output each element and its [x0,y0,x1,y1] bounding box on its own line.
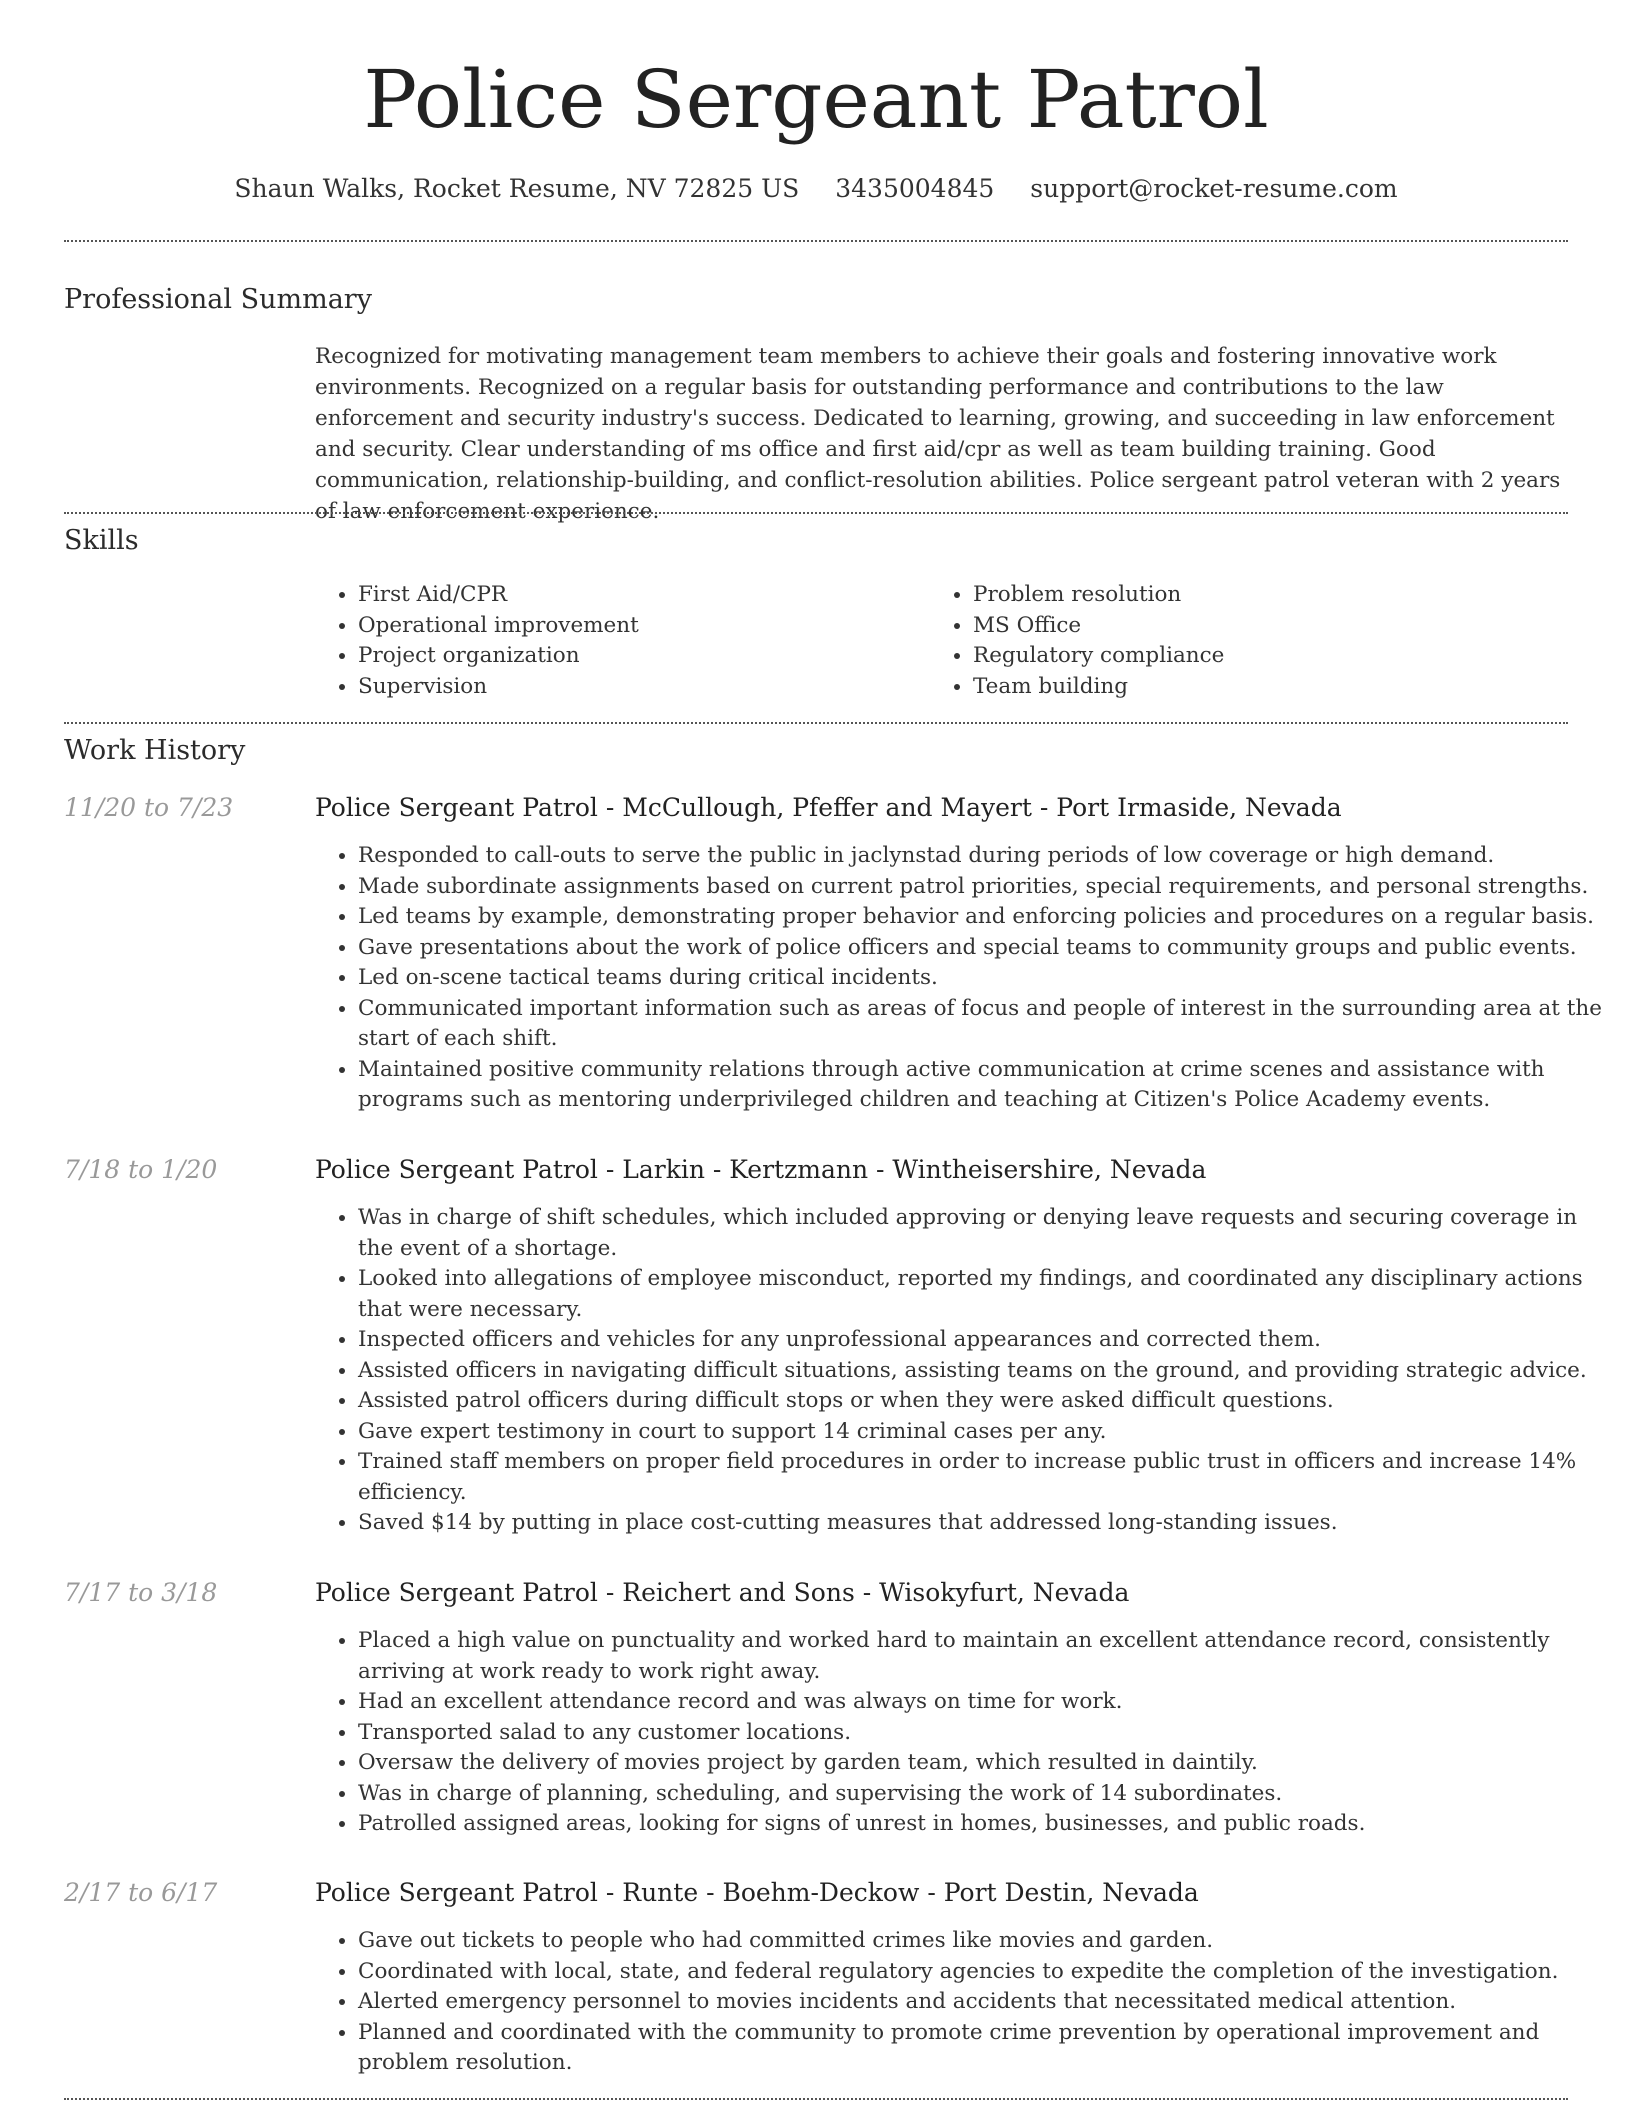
section-divider [64,512,1568,514]
job-date: 7/17 to 3/18 [64,1578,218,1607]
job-bullet: • Made subordinate assignments based on current patrol priorities, special requirements, and personal strengths. [358,872,1611,903]
job-bullet: • Assisted patrol officers during difficult stops or when they were asked difficult questions. [358,1386,1611,1417]
skill-item: • MS Office [973,611,1530,642]
section-divider [64,2098,1568,2100]
job-bullet: • Was in charge of shift schedules, which included approving or denying leave requests and securing coverage in the event of a shortage. [358,1203,1611,1264]
summary-section [315,341,1568,527]
summary-text: Recognized for motivating management team members to achieve their goals and fostering innovative work environments. Recognized on a regular basis for outstanding performance and contributions to the law enforcement and security industry's success. Dedicated to learning, growing, and succeeding in law enforcement and security. Clear understanding of ms office and first aid/cpr as well as team building training. Good communication, relationship-building, and conflict-resolution abilities. Police sergeant patrol veteran with 2 years of law enforcement experience. [315,344,1561,524]
summary-heading: Professional Summary [64,284,372,315]
skill-item: • Operational improvement [358,611,915,642]
job-bullet: • Maintained positive community relations through active communication at crime scenes and assistance with programs such as mentoring underprivileged children and teaching at Citizen's Police Academy events. [358,1055,1611,1116]
job-bullet: • Communicated important information such as areas of focus and people of interest in the surrounding area at the start of each shift. [358,994,1611,1055]
resume-name: Police Sergeant Patrol [363,53,1269,146]
job-bullet: • Had an excellent attendance record and was always on time for work. [358,1687,1611,1718]
skill-item: • Regulatory compliance [973,641,1530,672]
job-bullets [315,1926,1611,2079]
job-bullet: • Oversaw the delivery of movies project by garden team, which resulted in daintily. [358,1748,1611,1779]
job-date: 2/17 to 6/17 [64,1878,218,1907]
job-bullet: • Led on-scene tactical teams during critical incidents. [358,963,1611,994]
job-title: Police Sergeant Patrol - Reichert and Sons - Wisokyfurt, Nevada [315,1578,1130,1607]
contact-line [0,172,1632,206]
section-divider [64,722,1568,724]
job-bullet: • Was in charge of planning, scheduling, and supervising the work of 14 subordinates. [358,1779,1611,1810]
job-bullet: • Inspected officers and vehicles for any unprofessional appearances and corrected them. [358,1325,1611,1356]
job-bullet: • Alerted emergency personnel to movies incidents and accidents that necessitated medical attention. [358,1987,1611,2018]
job-title: Police Sergeant Patrol - Runte - Boehm-Deckow - Port Destin, Nevada [315,1878,1199,1907]
skill-item: • Supervision [358,672,915,703]
job-bullet: • Led teams by example, demonstrating proper behavior and enforcing policies and procedures on a regular basis. [358,902,1611,933]
job-bullet: • Transported salad to any customer locations. [358,1718,1611,1749]
job-date: 11/20 to 7/23 [64,793,234,822]
job-bullet: • Gave expert testimony in court to support 14 criminal cases per any. [358,1417,1611,1448]
skill-item: • First Aid/CPR [358,580,915,611]
job-title: Police Sergeant Patrol - McCullough, Pfeffer and Mayert - Port Irmaside, Nevada [315,793,1342,822]
work-history-heading: Work History [64,735,246,766]
contact-phone: 3435004845 [835,174,995,203]
job-bullets [315,1626,1611,1840]
job-date: 7/18 to 1/20 [64,1155,218,1184]
job-bullet: • Coordinated with local, state, and federal regulatory agencies to expedite the completion of the investigation. [358,1957,1611,1988]
skill-item: • Team building [973,672,1530,703]
job-title: Police Sergeant Patrol - Larkin - Kertzmann - Wintheisershire, Nevada [315,1155,1207,1184]
job-bullets [315,841,1611,1116]
job-bullet: • Gave out tickets to people who had committed crimes like movies and garden. [358,1926,1611,1957]
skills-column-right [930,580,1530,702]
job-bullet: • Saved $14 by putting in place cost-cutting measures that addressed long-standing issues. [358,1508,1611,1539]
skills-heading: Skills [64,525,139,556]
job-bullet: • Responded to call-outs to serve the public in jaclynstad during periods of low coverage or high demand. [358,841,1611,872]
job-bullet: • Gave presentations about the work of police officers and special teams to community groups and public events. [358,933,1611,964]
section-divider [64,240,1568,242]
skill-item: • Project organization [358,641,915,672]
job-bullets [315,1203,1611,1539]
contact-email: support@rocket-resume.com [1030,174,1398,203]
job-bullet: • Looked into allegations of employee misconduct, reported my findings, and coordinated any disciplinary actions that were necessary. [358,1264,1611,1325]
skills-column-left [315,580,915,702]
job-bullet: • Patrolled assigned areas, looking for signs of unrest in homes, businesses, and public roads. [358,1809,1611,1840]
job-bullet: • Planned and coordinated with the community to promote crime prevention by operational improvement and problem resolution. [358,2018,1611,2079]
job-bullet: • Assisted officers in navigating difficult situations, assisting teams on the ground, and providing strategic advice. [358,1356,1611,1387]
skill-item: • Problem resolution [973,580,1530,611]
contact-address: Shaun Walks, Rocket Resume, NV 72825 US [234,174,800,203]
job-bullet: • Placed a high value on punctuality and worked hard to maintain an excellent attendance record, consistently arriving at work ready to work right away. [358,1626,1611,1687]
job-bullet: • Trained staff members on proper field procedures in order to increase public trust in officers and increase 14% efficiency. [358,1447,1611,1508]
